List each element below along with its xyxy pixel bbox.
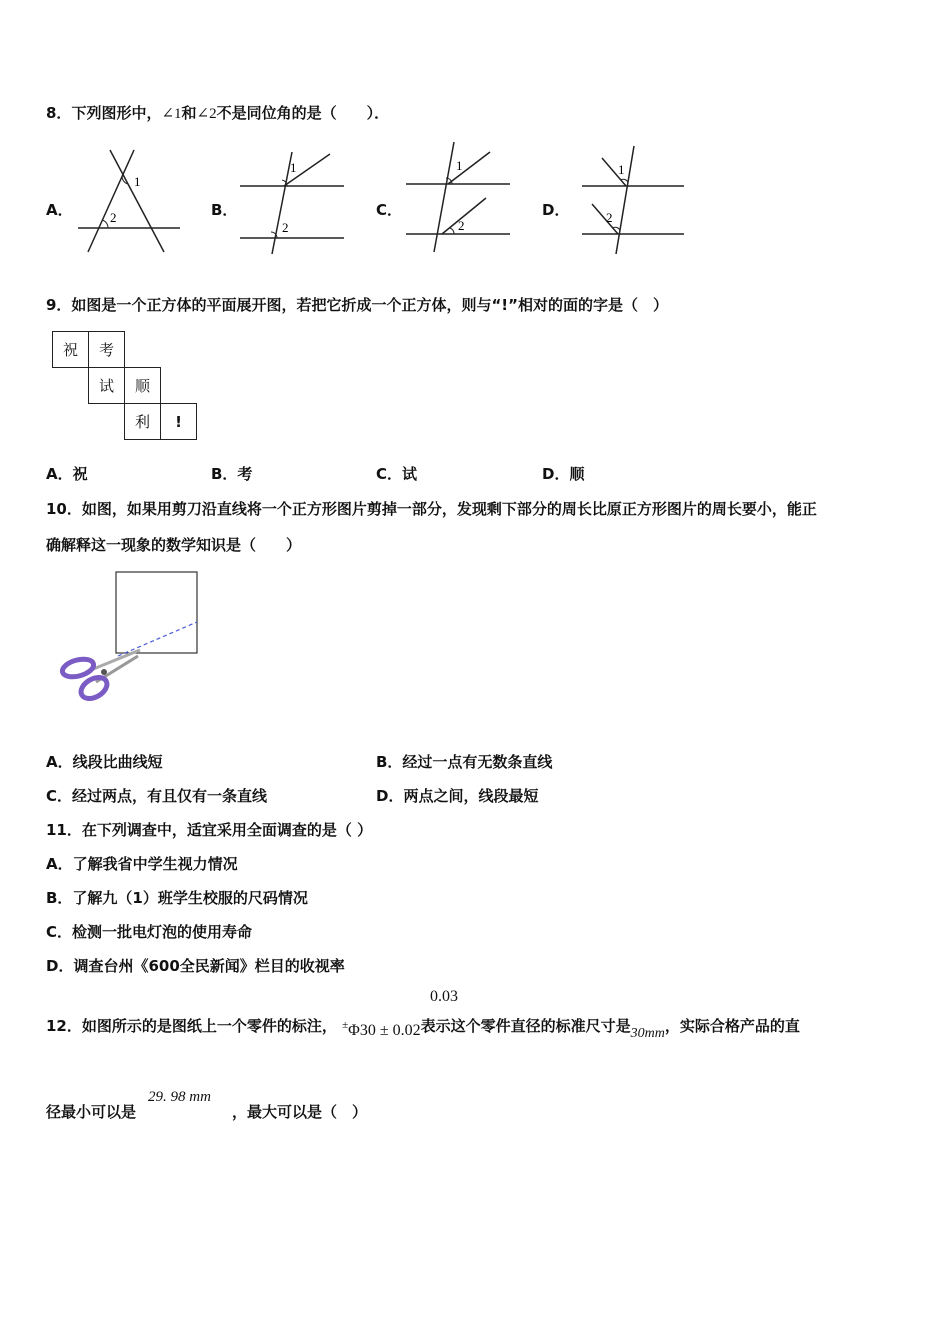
net-cell-1: 祝 (52, 331, 89, 368)
q11-option-b[interactable]: B．了解九（1）班学生校服的尺码情况 (46, 889, 308, 907)
q9-option-d[interactable]: D．顺 (542, 465, 585, 483)
q8-text-a: 下列图形中， (71, 104, 162, 122)
q10-figure (56, 568, 206, 710)
net-cell-3: 试 (88, 367, 125, 404)
q12-main-mark: Φ30 ± 0.02 (348, 1022, 421, 1039)
q12-text-c: ，实际合格产品的直 (664, 1017, 800, 1035)
q11-question: 11．在下列调查中，适宜采用全面调查的是（ ） (46, 821, 373, 839)
q8-figure-a (72, 148, 184, 256)
q11-option-a[interactable]: A．了解我省中学生视力情况 (46, 855, 238, 873)
q8b-label-1: 1 (290, 160, 297, 175)
q8-option-d-letter[interactable]: D． (542, 201, 570, 219)
q8b-label-2: 2 (282, 220, 289, 235)
q8-figure-c (402, 140, 514, 254)
q9-option-b[interactable]: B．考 (211, 465, 253, 483)
q12-min-value: 29. 98 mm (148, 1089, 211, 1105)
q9-option-c[interactable]: C．试 (376, 465, 418, 483)
q8-angle1: ∠1 (161, 106, 182, 122)
q8a-label-1: 1 (134, 174, 141, 189)
q12-question-line2-a: 径最小可以是 (46, 1103, 137, 1121)
net-cell-5: 利 (124, 403, 161, 440)
q9-question: 9．如图是一个正方体的平面展开图，若把它折成一个正方体，则与“!”相对的面的字是（ ） (46, 296, 668, 314)
q12-text-b: 表示这个零件直径的标准尺寸是 (420, 1017, 631, 1035)
q10-option-c[interactable]: C．经过两点，有且仅有一条直线 (46, 787, 268, 805)
q8-text-b: 和 (181, 104, 197, 122)
q10-option-b[interactable]: B．经过一点有无数条直线 (376, 753, 553, 771)
net-cell-2: 考 (88, 331, 125, 368)
q8-question (46, 102, 389, 123)
q12-text-a: 12．如图所示的是图纸上一个零件的标注， (46, 1017, 337, 1035)
q8-figure-b (236, 148, 348, 256)
q8d-label-1: 1 (618, 162, 625, 177)
cube-net (52, 331, 202, 443)
q9-option-a[interactable]: A．祝 (46, 465, 88, 483)
q8-text-c: 不是同位角的是（ ）． (216, 104, 390, 122)
q8c-label-1: 1 (456, 158, 463, 173)
q12-upper-tolerance: 0.03 (430, 988, 458, 1005)
q10-option-a[interactable]: A．线段比曲线短 (46, 753, 163, 771)
q12-pm-small: ± (342, 1019, 349, 1031)
q8-angle2: ∠2 (196, 106, 217, 122)
net-cell-4: 顺 (124, 367, 161, 404)
q12-question-line2-b: ，最大可以是（ ） (232, 1103, 368, 1121)
scissors-icon (60, 650, 140, 703)
q8-option-c-letter[interactable]: C． (376, 201, 403, 219)
q10-question-line2: 确解释这一现象的数学知识是（ ） (46, 536, 302, 554)
q12-std-size: 30mm (630, 1026, 665, 1041)
q8-number: 8． (46, 104, 72, 122)
square-paper (116, 572, 197, 653)
q8-option-a-letter[interactable]: A． (46, 201, 73, 219)
q11-option-c[interactable]: C．检测一批电灯泡的使用寿命 (46, 923, 253, 941)
net-cell-6: ! (160, 403, 197, 440)
q11-option-d[interactable]: D．调查台州《600全民新闻》栏目的收视率 (46, 957, 345, 975)
q8-figure-d (580, 142, 688, 256)
q8a-label-2: 2 (110, 210, 117, 225)
q10-option-d[interactable]: D．两点之间，线段最短 (376, 787, 539, 805)
q8d-label-2: 2 (606, 210, 613, 225)
cut-line (118, 622, 197, 656)
q10-question-line1: 10．如图，如果用剪刀沿直线将一个正方形图片剪掉一部分，发现剩下部分的周长比原正方形图片的周长要小，能正 (46, 500, 817, 518)
q8c-label-2: 2 (458, 218, 465, 233)
q8-option-b-letter[interactable]: B． (211, 201, 238, 219)
q12-question-line1 (46, 1015, 800, 1042)
